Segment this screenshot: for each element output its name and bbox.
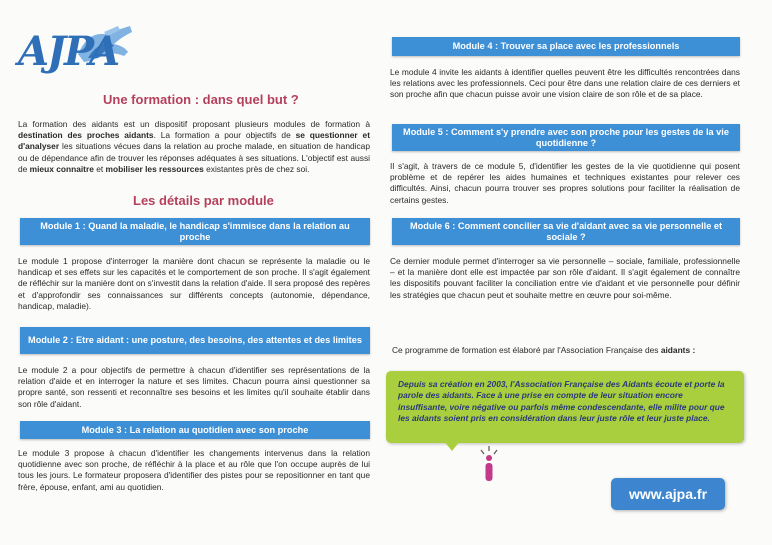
module-4-text: Le module 4 invite les aidants à identifier quelles peuvent être les difficultés rencontrées dans les relations avec les professionnels. Ceci pour être dans une relation claire de ces derniers et son proche afin que chacun puisse avoir une vision claire de son rôle et de sa place. [390,67,740,100]
module-6-text: Ce dernier module permet d'interroger sa vie personnelle – sociale, familiale, professionnelle – et la manière dont elle est impactée par son rôle d'aidant. Il s'agit également de connaître les dispositifs pouvant faciliter la conciliation entre vie d'aidant et vie personnelle pour définir les stratégies que chacun peut et souhaite mettre en œuvre pour soi-même. [390,256,740,300]
module-1-title: Module 1 : Quand la maladie, le handicap s'immisce dans la relation au proche [20,218,370,245]
module-2-title: Module 2 : Etre aidant : une posture, des besoins, des attentes et des limites [20,327,370,354]
module-3-title: Module 3 : La relation au quotidien avec son proche [20,421,370,439]
website-link[interactable]: www.ajpa.fr [611,478,725,510]
info-icon [472,444,506,484]
ajpa-logo [12,22,132,92]
module-5-text: Il s'agit, à travers de ce module 5, d'identifier les gestes de la vie quotidienne qui posent problème et de repérer les aides humaines et techniques existantes pour relever ces difficultés. Ainsi, chacun pourra trouver ses propres solutions pour faciliter la réalisation de certains gestes. [390,161,740,205]
credit-line: Ce programme de formation est élaboré par l'Association Française des aidants : [392,345,696,355]
module-3-text: Le module 3 propose à chacun d'identifier les changements intervenus dans la relation quotidienne avec son proche, de réfléchir à la place et au rôle que l'on occupe auprès de lui tous les jours. Le formateur proposera d'identifier des pistes pour se repositionner en tant que frère, épouse, enfant, ami au quotidien. [18,448,370,492]
module-4-title: Module 4 : Trouver sa place avec les professionnels [392,37,740,56]
main-heading: Une formation : dans quel but ? [103,92,299,107]
module-5-title: Module 5 : Comment s'y prendre avec son proche pour les gestes de la vie quotidienne ? [392,124,740,151]
callout-tail [444,441,460,451]
module-2-text: Le module 2 a pour objectifs de permettre à chacun d'identifier ses représentations de la relation d'aide et en interroger la nature et ses limites. Chacun pourra ainsi questionner sa propre santé, son ressenti et reconnaître ses besoins et les limites qu'il souhaite établir dans son rôle d'aidant. [18,365,370,409]
association-callout: Depuis sa création en 2003, l'Association Française des Aidants écoute et porte la parole des aidants. Face à une prise en compte de leur situation encore insuffisante, voire négative ou parfois même condescendante, elle milite pour que les aidants soient pris en considération dans leur juste rôle et leur juste place. [386,371,744,443]
module-1-text: Le module 1 propose d'interroger la manière dont chacun se représente la maladie ou le handicap et ses effets sur les capacités et le comportement de son proche. Il s'agit également de réfléchir sur la manière dont on s'investit dans la relation d'aide. Il sera proposé des repères et d'approfondir ses connaissances sur différents concepts (autonomie, dépendance, handicap, maladie). [18,256,370,311]
logo-text: AJPA [18,28,119,75]
section-subheading: Les détails par module [133,193,274,208]
module-6-title: Module 6 : Comment concilier sa vie d'aidant avec sa vie personnelle et sociale ? [392,218,740,245]
intro-paragraph: La formation des aidants est un dispositif proposant plusieurs modules de formation à destination des proches aidants. La formation a pour objectifs de se questionner et d'analyser les situations vécues dans la relation au proche malade, en situation de handicap ou de dépendance afin de trouver les réponses adéquates à ses situations. L'objectif est aussi de mieux connaitre et mobiliser les ressources existantes près de chez soi. [18,119,370,174]
